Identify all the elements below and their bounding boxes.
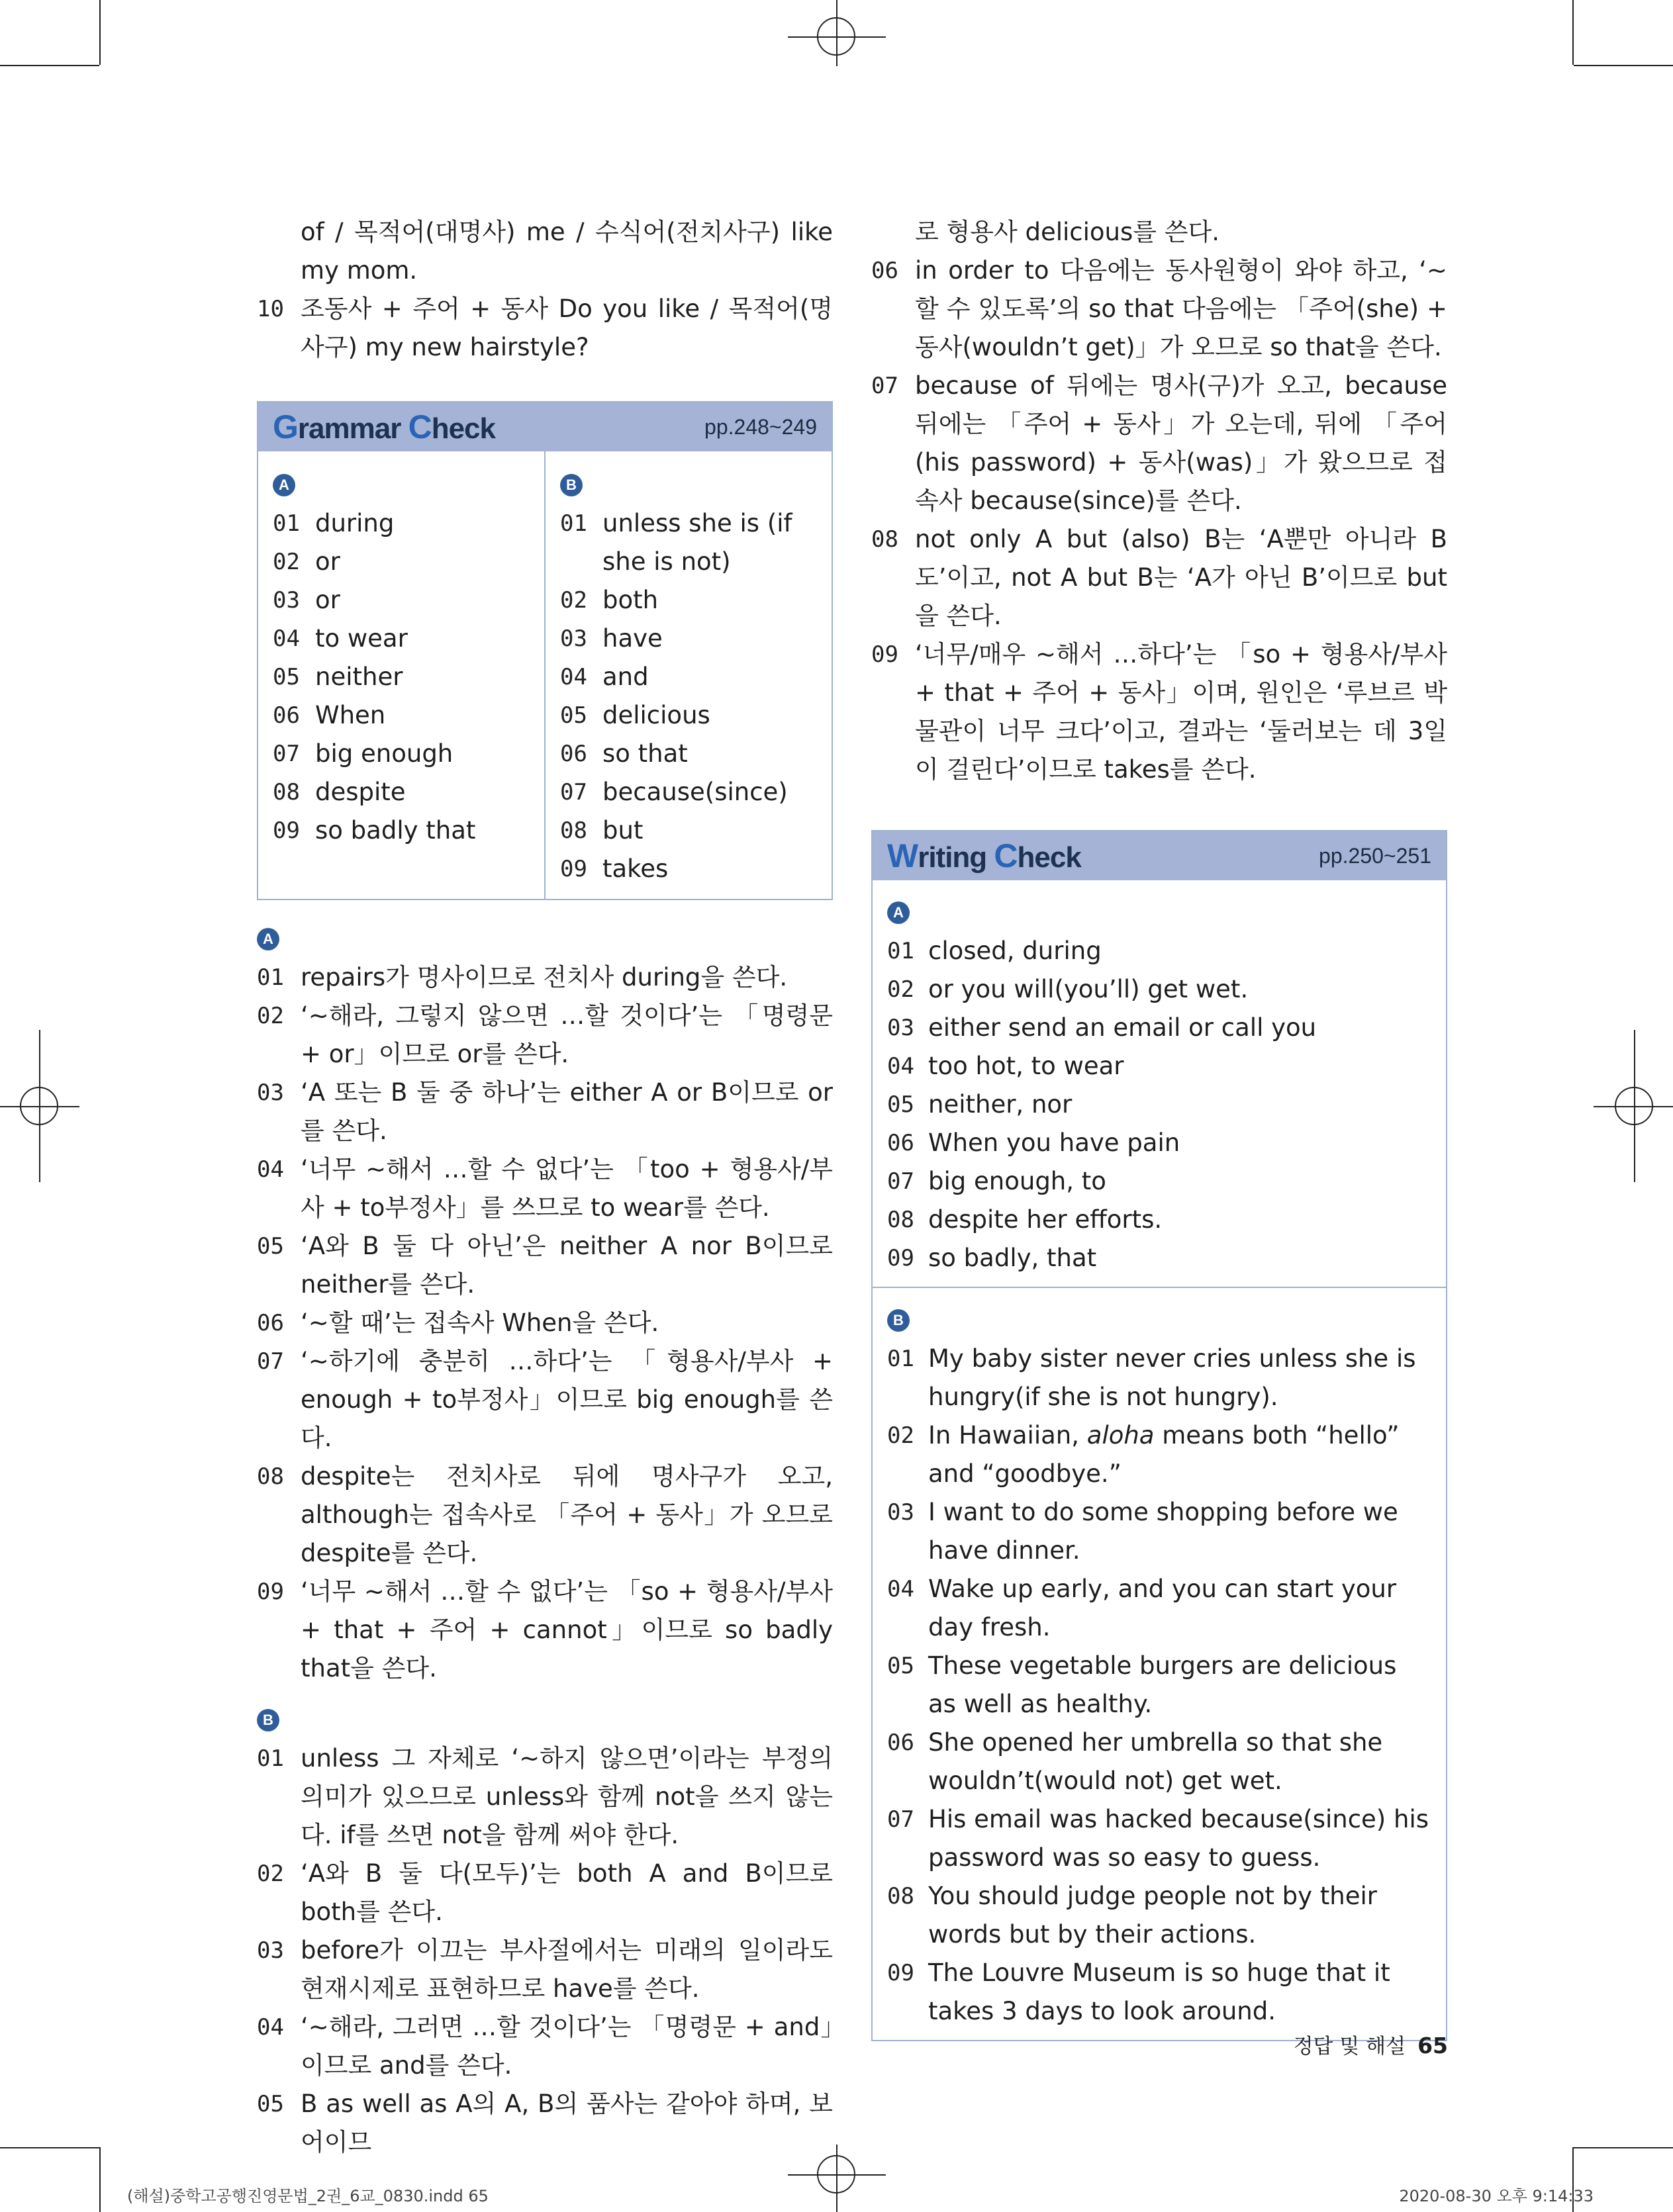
answer: both [602,586,659,614]
crop-mark [1574,2147,1673,2148]
item-text: of / 목적어(대명사) me / 수식어(전치사구) like my mom. [301,218,833,285]
answer: either send an email or call you [928,1013,1317,1042]
writing-check-a: A 01 closed, during 02 or you will(you’ll) get wet. 03 either send an email or call you 04 too hot, to wear 05 neither, nor 06 When you have pain 07 big enough, to 08 despite her efforts. 09 so badly, that [873,880,1446,1287]
explanation: ‘너무 ~해서 …할 수 없다’는 「too + 형용사/부사 + to부정사」를 쓰므로 to wear를 쓴다. [301,1155,833,1222]
crop-mark [0,65,99,66]
explanations-b: 01 unless 그 자체로 ‘~하지 않으면’이라는 부정의 의미가 있으므로 unless와 함께 not을 쓰지 않는다. if를 쓰면 not을 함께 써야 한다. 02 ‘A와 B 둘 다(모두)’는 both A and B이므로 both를 쓴다. 03 before가 이끄는 부사절에서는 미래의 일이라도 현재시제로 표현하므로 have를 쓴다. 04 ‘~해라, 그러면 …할 것이다’는 「명령문 + and」이므로 and를 쓴다. 05 B as well as A의 A, B의 품사는 같아야 하며, 보어이므 [257,1739,833,2162]
explanations-b-continued: 로 형용사 delicious를 쓴다. 06 in order to 다음에는 동사원형이 와야 하고, ‘~할 수 있도록’의 so that 다음에는 「주어(she) + 동사(wouldn’t get)」가 오므로 so that을 쓴다. 07 because of 뒤에는 명사(구)가 오고, because 뒤에는 「주어 + 동사」가 오는데, 뒤에 「주어(his password) + 동사(was)」가 왔으므로 접속사 because(since)를 쓴다. 08 not only A but (also) B는 ‘A뿐만 아니라 B도’이고, not A but B는 ‘A가 아닌 B’이므로 but을 쓴다. 09 ‘너무/매우 ~해서 …하다’는 「so + 형용사/부사 + that + 주어 + 동사」이며, 원인은 ‘루브르 박물관이 너무 크다’이고, 결과는 ‘둘러보는 데 3일이 걸린다’이므로 takes를 쓴다. [871,213,1447,789]
answer: so that [602,739,688,768]
explanation: ‘A와 B 둘 다 아닌’은 neither A nor B이므로 neither를 쓴다. [301,1232,833,1299]
right-column [871,213,1447,2041]
page-footer [1294,2029,1448,2059]
answer: In Hawaiian, aloha means both “hello” and “goodbye.” [928,1421,1400,1488]
crop-mark [99,0,101,65]
answer: You should judge people not by their words but by their actions. [928,1882,1377,1949]
explanation: ‘A와 B 둘 다(모두)’는 both A and B이므로 both를 쓴다. [301,1859,833,1926]
answer: delicious [602,701,710,729]
answer: big enough [315,739,454,768]
answer: My baby sister never cries unless she is hungry(if she is not hungry). [928,1344,1416,1411]
section-badge-a: A [887,901,910,924]
section-badge-a: A [273,474,295,496]
answer: closed, during [928,937,1102,965]
item-number: 10 [257,296,284,322]
answer: despite [315,778,406,806]
explanation: ‘너무 ~해서 …할 수 없다’는 「so + 형용사/부사 + that + 주어 + cannot」이므로 so badly that을 쓴다. [301,1577,833,1682]
crop-mark [1572,0,1574,65]
explanations-a: 01 repairs가 명사이므로 전치사 during을 쓴다. 02 ‘~해라, 그렇지 않으면 …할 것이다’는 「명령문 + or」이므로 or를 쓴다. 03 ‘A 또는 B 둘 중 하나’는 either A or B이므로 or를 쓴다. 04 ‘너무 ~해서 …할 수 없다’는 「too + 형용사/부사 + to부정사」를 쓰므로 to wear를 쓴다. 05 ‘A와 B 둘 다 아닌’은 neither A nor B이므로 neither를 쓴다. 06 ‘~할 때’는 접속사 When을 쓴다. 07 ‘~하기에 충분히 …하다’는 「형용사/부사 + enough + to부정사」이므로 big enough를 쓴다. 08 despite는 전치사로 뒤에 명사구가 오고, although는 접속사로 「주어 + 동사」가 오므로 despite를 쓴다. 09 ‘너무 ~해서 …할 수 없다’는 「so + 형용사/부사 + that + 주어 + cannot」이므로 so badly that을 쓴다. [257,958,833,1688]
explanation: because of 뒤에는 명사(구)가 오고, because 뒤에는 「주어 + 동사」가 오는데, 뒤에 「주어(his password) + 동사(was)」가 왔으므로 접속사 because(since)를 쓴다. [915,371,1447,515]
explanation: in order to 다음에는 동사원형이 와야 하고, ‘~할 수 있도록’의 so that 다음에는 「주어(she) + 동사(wouldn’t get)」가 오므로 so that을 쓴다. [915,256,1447,361]
grammar-check-title: Grammar Check [273,408,495,445]
answer: despite her efforts. [928,1205,1163,1234]
explanation: unless 그 자체로 ‘~하지 않으면’이라는 부정의 의미가 있으므로 unless와 함께 not을 쓰지 않는다. if를 쓰면 not을 함께 써야 한다. [301,1744,833,1849]
grammar-check-header [258,402,832,451]
section-label: 정답 및 해설 [1293,2035,1406,2058]
grammar-check-box [257,401,833,900]
explanation: ‘~해라, 그러면 …할 것이다’는 「명령문 + and」이므로 and를 쓴다. [301,2013,833,2080]
page-range: pp.250~251 [1319,843,1431,868]
page-number: 65 [1417,2033,1448,2058]
answer: during [315,509,395,537]
answer: The Louvre Museum is so huge that it takes 3 days to look around. [928,1959,1390,2025]
answer: big enough, to [928,1167,1106,1195]
explanation: B as well as A의 A, B의 품사는 같아야 하며, 보어이므 [301,2090,833,2156]
answer: When you have pain [928,1129,1180,1157]
section-badge-a: A [257,928,279,950]
answer: unless she is (if she is not) [602,509,792,576]
answer: She opened her umbrella so that she wouldn’t(would not) get wet. [928,1728,1383,1795]
section-badge-b: B [887,1309,910,1332]
answer: I want to do some shopping before we have dinner. [928,1498,1398,1565]
explanation: before가 이끄는 부사절에서는 미래의 일이라도 현재시제로 표현하므로 have를 쓴다. [301,1936,833,2003]
explanation: ‘A 또는 B 둘 중 하나’는 either A or B이므로 or를 쓴다. [301,1078,833,1145]
registration-line [0,1106,79,1107]
answer: or [315,547,340,576]
explanation: not only A but (also) B는 ‘A뿐만 아니라 B도’이고, not A but B는 ‘A가 아닌 B’이므로 but을 쓴다. [915,525,1447,630]
registration-line [836,2144,837,2212]
italic-word: aloha [1086,1421,1155,1450]
explanation: 로 형용사 delicious를 쓴다. [915,218,1220,246]
writing-check-b: B 01 My baby sister never cries unless she is hungry(if she is not hungry). 02 In Hawaiian, aloha means both “hello” and “goodbye.” 03 I want to do some shopping before we have dinner. 04 Wake up early, and you can start your day fresh. 05 These vegetable burgers are delicious as well as healthy. 06 She opened her umbrella so that she wouldn’t(would not) get wet. 07 His email was hacked because(since) his password was so easy to guess. 08 You should judge people not by their words but by their actions. 09 The Louvre Museum is so huge that it takes 3 days to look around. [873,1287,1446,2040]
answer: or you will(you’ll) get wet. [928,975,1249,1003]
writing-check-box [871,830,1447,2041]
answer: These vegetable burgers are delicious as well as healthy. [928,1651,1397,1718]
answer: and [602,663,649,691]
answer: neither [315,663,403,691]
crop-mark [0,2147,99,2148]
answer: to wear [315,624,408,653]
list-item [257,213,833,290]
answer: or [315,586,340,614]
grammar-check-a: A 01 during 02 or 03 or 04 to wear 05 neither 06 When 07 big enough 08 despite 09 so badly that [258,451,544,899]
registration-line [836,0,837,66]
registration-line [788,2174,886,2176]
answer: neither, nor [928,1090,1073,1119]
writing-check-title: Writing Check [887,837,1081,874]
crop-mark [99,2147,101,2212]
slug-timestamp: 2020-08-30 오후 9:14:33 [1399,2187,1594,2205]
answer: takes [602,854,669,883]
explanation: ‘~할 때’는 접속사 When을 쓴다. [301,1309,659,1337]
writing-check-header [873,831,1446,880]
section-badge-b: B [257,1709,279,1731]
answer: Wake up early, and you can start your day fresh. [928,1575,1397,1641]
grammar-check-b: B 01 unless she is (if she is not) 02 both 03 have 04 and 05 delicious 06 so that 07 because(since) 08 but 09 takes [544,451,832,899]
answer: but [602,816,644,845]
explanation: ‘너무/매우 ~해서 …하다’는 「so + 형용사/부사 + that + 주어 + 동사」이며, 원인은 ‘루브르 박물관이 너무 크다’이고, 결과는 ‘둘러보는 데 3일이 걸린다’이므로 takes를 쓴다. [915,640,1447,784]
slug-filename: (해설)중학고공행진영문법_2권_6교_0830.indd 65 [127,2187,489,2205]
registration-line [1594,1106,1673,1107]
answer: His email was hacked because(since) his password was so easy to guess. [928,1805,1429,1872]
answer: so badly, that [928,1244,1097,1272]
page-range: pp.248~249 [704,414,817,439]
left-column [257,213,833,2162]
explanation: ‘~해라, 그렇지 않으면 …할 것이다’는 「명령문 + or」이므로 or를 쓴다. [301,1001,833,1068]
explanation: despite는 전치사로 뒤에 명사구가 오고, although는 접속사로 「주어 + 동사」가 오므로 despite를 쓴다. [301,1462,833,1567]
answer: When [315,701,386,729]
answer: so badly that [315,816,476,845]
answer: because(since) [602,778,788,806]
list-item [257,290,833,367]
crop-mark [1574,65,1673,66]
explanation: repairs가 명사이므로 전치사 during을 쓴다. [301,963,788,991]
answer: have [602,624,663,653]
item-text: 조동사 + 주어 + 동사 Do you like / 목적어(명사구) my new hairstyle? [301,295,833,361]
answer: too hot, to wear [928,1052,1124,1080]
section-badge-b: B [560,474,583,496]
explanation: ‘~하기에 충분히 …하다’는 「형용사/부사 + enough + to부정사」이므로 big enough를 쓴다. [301,1347,833,1452]
registration-line [788,36,886,38]
